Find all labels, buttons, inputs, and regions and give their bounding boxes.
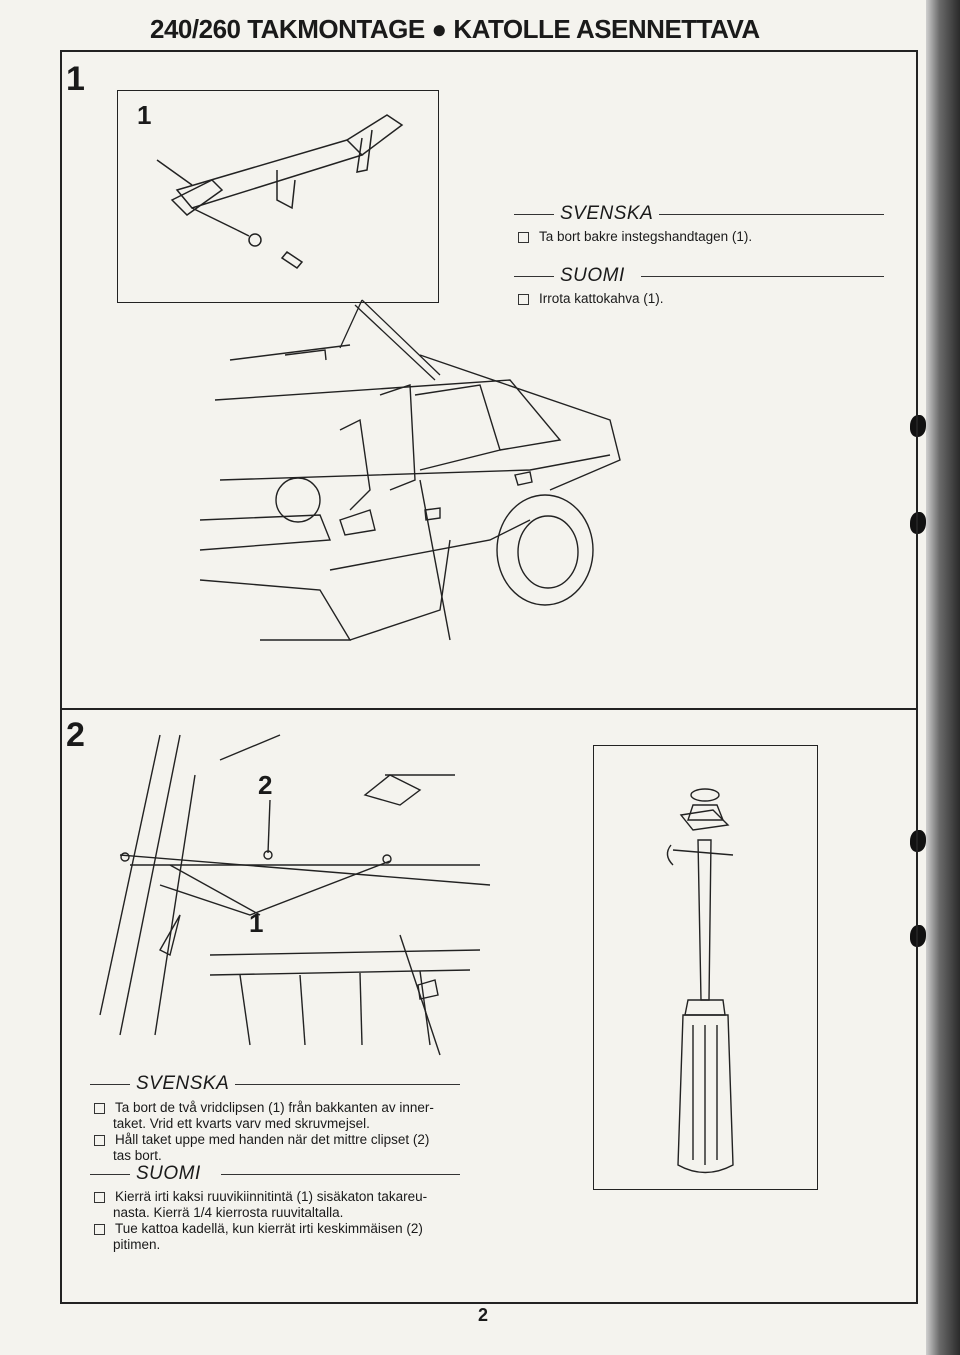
checkbox-icon <box>94 1192 105 1203</box>
section-2-svenska-item: tas bort. <box>113 1148 162 1163</box>
checkbox-icon <box>94 1224 105 1235</box>
section-1-suomi-heading: SUOMI <box>514 265 884 287</box>
section-1-suomi-item: Irrota kattokahva (1). <box>518 291 878 307</box>
section-2-svenska-item: taket. Vrid ett kvarts varv med skruvmejsel. <box>113 1116 370 1131</box>
screwdriver-illustration <box>593 745 818 1190</box>
clip-1-callout: 1 <box>249 908 264 938</box>
checkbox-icon <box>518 232 529 243</box>
handle-callout-number: 1 <box>137 100 152 130</box>
section-2-svenska-heading: SVENSKA <box>90 1073 460 1095</box>
checkbox-icon <box>94 1103 105 1114</box>
page-title: 240/260 TAKMONTAGE ● KATOLLE ASENNETTAVA <box>150 14 760 44</box>
section-2-svenska-item: Håll taket uppe med handen när det mittre clipset (2) <box>94 1132 474 1148</box>
section-1-svenska-item: Ta bort bakre instegshandtagen (1). <box>518 229 878 245</box>
handle-detail-illustration <box>117 90 439 303</box>
section-2-suomi-item: pitimen. <box>113 1237 161 1252</box>
section-2-suomi-item: Tue kattoa kadellä, kun kierrät irti keskimmäisen (2) <box>94 1221 474 1237</box>
checkbox-icon <box>94 1135 105 1146</box>
page-header <box>60 2 918 52</box>
section-2-suomi-item: Kierrä irti kaksi ruuvikiinnitintä (1) sisäkaton takareu- <box>94 1189 474 1205</box>
scanned-page-edge <box>926 0 960 1355</box>
section-2-suomi-heading: SUOMI <box>90 1163 460 1185</box>
section-2-suomi-item: nasta. Kierrä 1/4 kierrosta ruuvitaltalla. <box>113 1205 344 1220</box>
interior-roof-illustration <box>100 735 500 1055</box>
section-1-number: 1 <box>66 60 85 98</box>
section-2-number: 2 <box>66 716 85 754</box>
page-number: 2 <box>478 1305 489 1325</box>
section-1-svenska-heading: SVENSKA <box>514 203 884 225</box>
checkbox-icon <box>518 294 529 305</box>
clip-2-callout: 2 <box>258 770 273 800</box>
car-side-illustration <box>200 340 620 660</box>
section-2-svenska-item: Ta bort de två vridclipsen (1) från bakkanten av inner- <box>94 1100 474 1116</box>
